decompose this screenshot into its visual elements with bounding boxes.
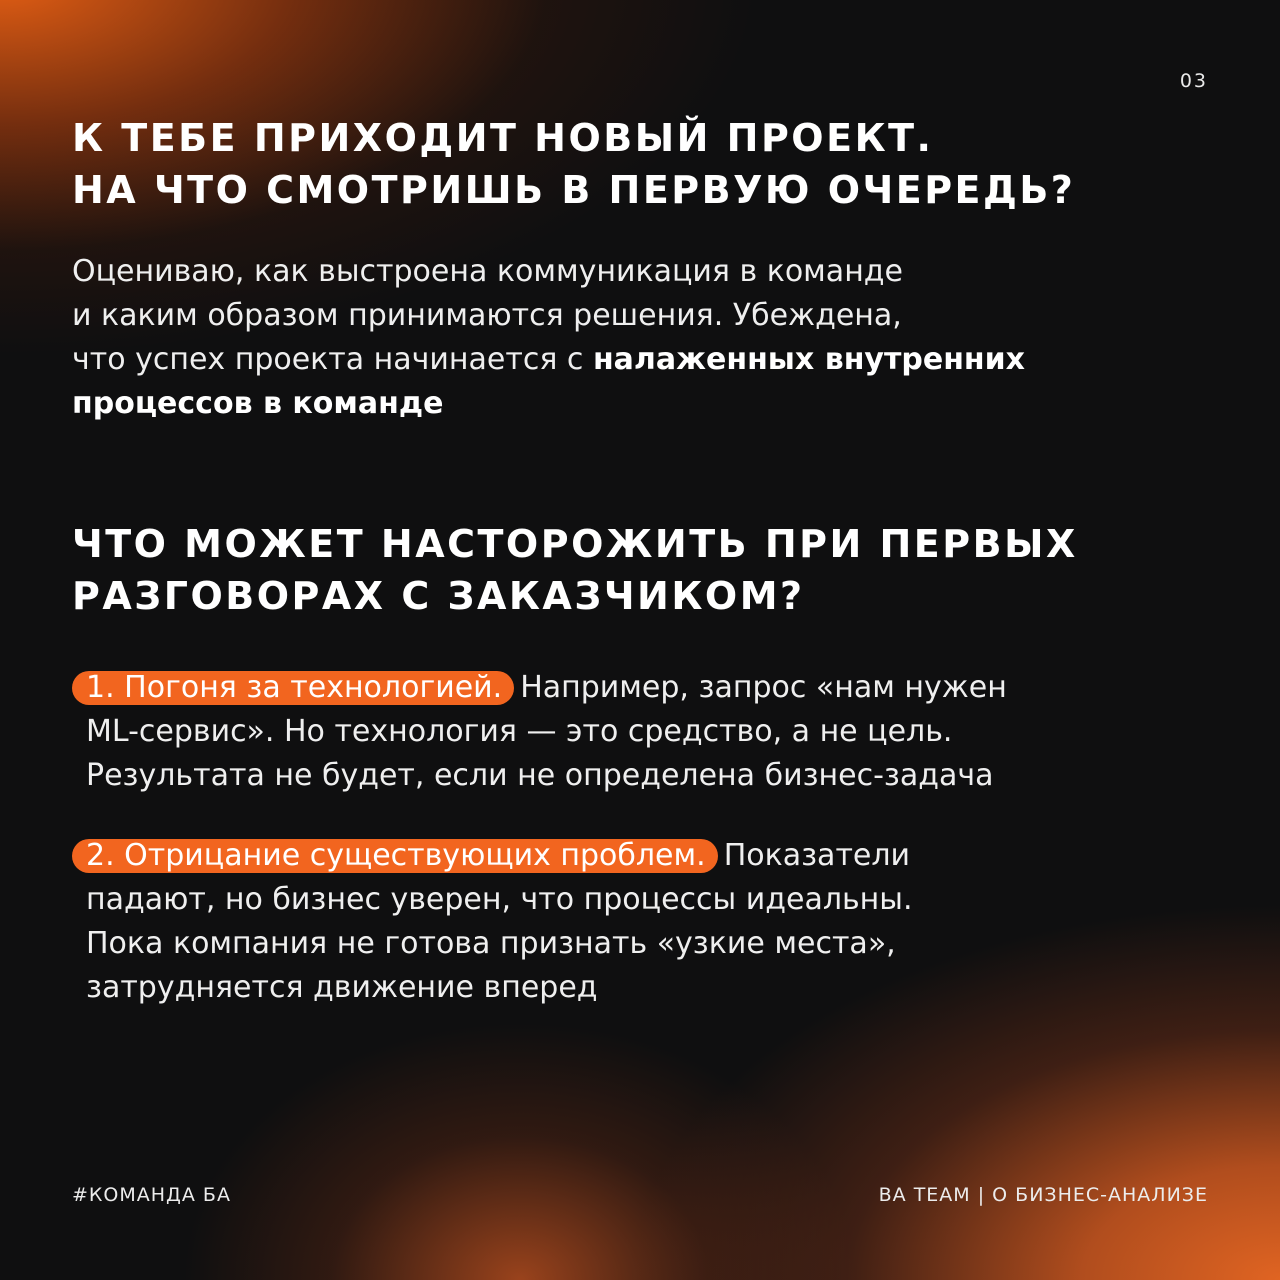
question-heading-1 [72, 112, 1075, 216]
answer-paragraph-1 [72, 250, 1025, 426]
answer-1-emphasis-a: налаженных внутренних [592, 342, 1026, 377]
point-2-line-1: Показатели [723, 838, 911, 873]
point-2-line-3: Пока компания не готова признать «узкие места», [86, 926, 896, 961]
point-1-line-3: Результата не будет, если не определена бизнес-задача [86, 758, 994, 793]
point-2 [72, 834, 913, 1010]
footer-hashtag: #КОМАНДА БА [72, 1184, 231, 1206]
question-2-line-1: ЧТО МОЖЕТ НАСТОРОЖИТЬ ПРИ ПЕРВЫХ [72, 522, 1078, 566]
page-number: 03 [1179, 70, 1208, 92]
question-1-line-2: НА ЧТО СМОТРИШЬ В ПЕРВУЮ ОЧЕРЕДЬ? [72, 168, 1076, 212]
question-1-line-1: К ТЕБЕ ПРИХОДИТ НОВЫЙ ПРОЕКТ. [72, 116, 934, 160]
point-2-line-2: падают, но бизнес уверен, что процессы идеальны. [86, 882, 913, 917]
point-2-highlight: 2. Отрицание существующих проблем. [72, 839, 718, 873]
answer-1-line-3: что успех проекта начинается с [72, 342, 593, 377]
point-1-line-1: Например, запрос «нам нужен [520, 670, 1007, 705]
point-1-highlight: 1. Погоня за технологией. [72, 671, 514, 705]
footer-brand: BA TEAM | О БИЗНЕС-АНАЛИЗЕ [878, 1184, 1208, 1206]
answer-1-line-1: Оцениваю, как выстроена коммуникация в команде [72, 254, 904, 289]
point-2-line-4: затрудняется движение вперед [86, 970, 598, 1005]
answer-1-emphasis-b: процессов в команде [72, 386, 444, 421]
question-heading-2 [72, 518, 1078, 622]
answer-1-line-2: и каким образом принимаются решения. Убеждена, [72, 298, 902, 333]
question-2-line-2: РАЗГОВОРАХ С ЗАКАЗЧИКОМ? [72, 574, 805, 618]
point-1 [72, 666, 1007, 798]
point-1-line-2: ML-сервис». Но технология — это средство, а не цель. [86, 714, 953, 749]
